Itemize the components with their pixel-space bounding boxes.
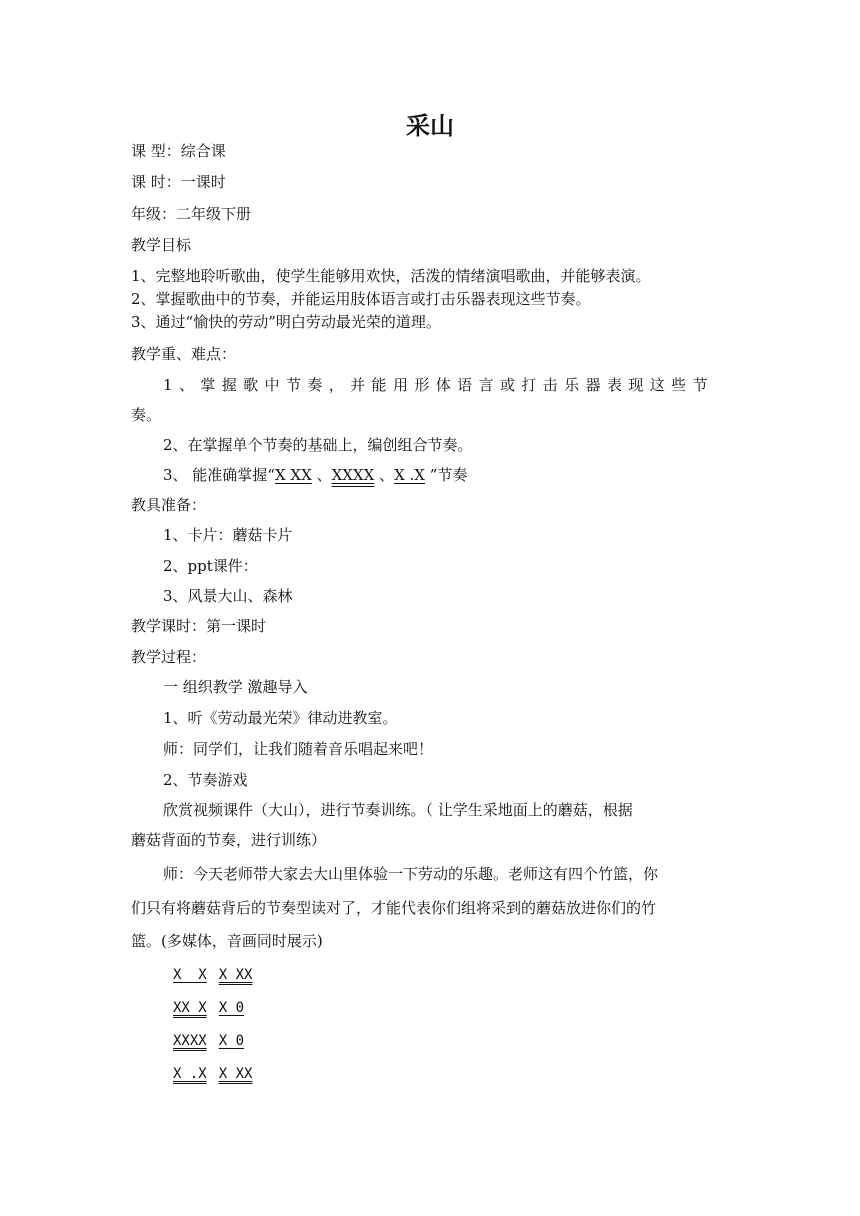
rhythm-notation: X XX xyxy=(274,466,312,484)
key-point-item xyxy=(163,465,467,485)
rhythm-notation: X X xyxy=(173,967,207,983)
rhythm-notation: X XX xyxy=(218,967,253,983)
process-step: 2、节奏游戏 xyxy=(163,771,248,789)
key-point-item3-prefix: 3、 能准确掌握“ xyxy=(163,466,275,484)
key-point-item-cont: 奏。 xyxy=(131,406,162,424)
key-points-heading: 教学重、难点： xyxy=(131,345,237,363)
paragraph-line: 师：今天老师带大家去大山里体验一下劳动的乐趣。老师这有四个竹篮，你 xyxy=(163,865,659,883)
objective-item: 3、通过“愉快的劳动”明白劳动最光荣的道理。 xyxy=(131,313,441,331)
separator: 、 xyxy=(374,466,395,484)
lesson-type: 课 型：综合课 xyxy=(131,142,226,160)
key-point-item: 1、掌握歌中节奏，并能用形体语言或打击乐器表现这些节 xyxy=(163,376,714,394)
objective-item: 2、掌握歌曲中的节奏，并能运用肢体语言或打击乐器表现这些节奏。 xyxy=(131,290,591,308)
paragraph-line: 蘑菇背面的节奏，进行训练） xyxy=(131,831,327,849)
separator: 、 xyxy=(311,466,332,484)
rhythm-notation: X 0 xyxy=(218,1033,245,1049)
key-point-item: 2、在掌握单个节奏的基础上，编创组合节奏。 xyxy=(163,436,473,454)
rhythm-notation: X .X xyxy=(173,1066,207,1082)
paragraph-line: 欣赏视频课件（大山），进行节奏训练。（ 让学生采地面上的蘑菇，根据 xyxy=(163,801,633,819)
rhythm-row xyxy=(173,1031,244,1051)
rhythm-notation: XXXX xyxy=(173,1033,207,1049)
lesson-session: 教学课时：第一课时 xyxy=(131,617,267,635)
process-heading: 教学过程： xyxy=(131,648,207,666)
rhythm-notation: XX X xyxy=(173,1000,207,1016)
rhythm-row xyxy=(173,1064,252,1084)
process-step: 1、听《劳动最光荣》律动进教室。 xyxy=(163,709,398,727)
key-point-item3-suffix: ”节奏 xyxy=(424,466,468,484)
objective-item: 1、完整地聆听歌曲，使学生能够用欢快，活泼的情绪演唱歌曲，并能够表演。 xyxy=(131,267,651,285)
teacher-line: 师：同学们，让我们随着音乐唱起来吧！ xyxy=(163,740,434,758)
page-title: 采山 xyxy=(406,112,454,140)
process-section: 一 组织教学 激趣导入 xyxy=(163,678,308,696)
rhythm-notation: XXXX xyxy=(331,466,375,484)
lesson-hours: 课 时：一课时 xyxy=(131,173,226,191)
rhythm-notation: X .X xyxy=(394,466,425,484)
materials-heading: 教具准备： xyxy=(131,496,207,514)
rhythm-row xyxy=(173,965,252,985)
material-item: 3、风景大山、森林 xyxy=(163,587,293,605)
paragraph-line: 篮。(多媒体，音画同时展示) xyxy=(131,932,323,950)
rhythm-notation: X XX xyxy=(218,1066,253,1082)
material-item: 2、ppt课件： xyxy=(163,557,258,575)
rhythm-notation: X 0 xyxy=(218,1000,245,1016)
objectives-heading: 教学目标 xyxy=(131,236,192,254)
rhythm-row xyxy=(173,998,244,1018)
material-item: 1、卡片：蘑菇卡片 xyxy=(163,526,293,544)
paragraph-line: 们只有将蘑菇背后的节奏型读对了，才能代表你们组将采到的蘑菇放进你们的竹 xyxy=(131,899,657,917)
grade: 年级：二年级下册 xyxy=(131,205,252,223)
